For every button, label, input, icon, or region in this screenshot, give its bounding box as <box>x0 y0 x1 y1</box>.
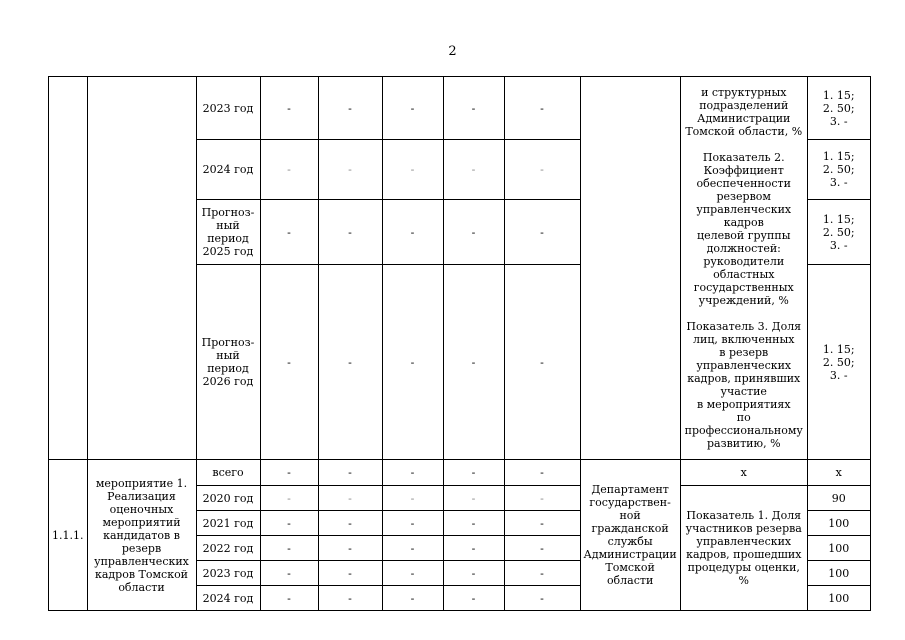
target-cell-text: 1. 15; 2. 50; 3. - <box>822 342 855 382</box>
value-cell <box>443 511 504 536</box>
value-cell <box>504 511 580 536</box>
period-cell <box>196 265 260 460</box>
value-cell-text: - <box>471 566 476 580</box>
target-cell-text: 100 <box>828 516 850 530</box>
period-cell-text: Прогноз- ный период 2025 год <box>201 206 255 258</box>
indicator-cell <box>680 77 807 460</box>
value-cell-text: - <box>348 466 352 479</box>
period-cell-text: 2023 год <box>202 566 254 580</box>
indicator-cell <box>680 460 807 486</box>
value-cell <box>318 460 382 486</box>
target-cell <box>807 77 870 140</box>
value-cell <box>504 265 580 460</box>
value-cell <box>504 140 580 200</box>
target-cell <box>807 486 870 511</box>
period-cell-text: 2020 год <box>202 491 254 505</box>
value-cell <box>318 511 382 536</box>
value-cell-text: - <box>287 541 291 555</box>
value-cell-text: - <box>410 466 415 479</box>
value-cell-text: - <box>348 566 352 580</box>
value-cell-text: - <box>540 566 544 580</box>
value-cell <box>260 77 318 140</box>
value-cell <box>504 586 580 611</box>
value-cell-text: - <box>540 591 544 605</box>
period-cell-text: 2021 год <box>202 516 254 530</box>
number-cell <box>49 77 88 460</box>
value-cell-text: - <box>287 516 291 530</box>
target-cell <box>807 536 870 561</box>
indicator-cell-text: х <box>740 466 747 479</box>
number-cell <box>49 460 88 611</box>
value-cell-text: - <box>410 566 415 580</box>
value-cell-text: - <box>287 225 291 239</box>
table-row <box>49 77 871 140</box>
value-cell-text: - <box>348 541 352 555</box>
table-row <box>49 460 871 486</box>
value-cell <box>443 536 504 561</box>
period-cell-text: 2022 год <box>202 541 254 555</box>
value-cell-text: - <box>471 163 476 176</box>
value-cell-text: - <box>348 491 352 505</box>
value-cell <box>260 561 318 586</box>
value-cell <box>382 586 443 611</box>
value-cell-text: - <box>471 516 476 530</box>
table-body <box>49 77 871 611</box>
value-cell-text: - <box>471 491 476 505</box>
value-cell <box>260 265 318 460</box>
value-cell-text: - <box>287 163 291 176</box>
value-cell <box>443 486 504 511</box>
value-cell <box>318 200 382 265</box>
value-cell <box>318 265 382 460</box>
value-cell-text: - <box>540 225 544 239</box>
name-cell <box>87 77 196 460</box>
value-cell-text: - <box>348 355 352 369</box>
value-cell <box>382 200 443 265</box>
value-cell <box>318 140 382 200</box>
period-cell-text: Прогноз- ный период 2026 год <box>201 336 255 388</box>
value-cell <box>504 77 580 140</box>
indicator-cell-text: Показатель 1. Доля участников резерва управленческих кадров, прошедших процедуры оценки, % <box>685 509 802 587</box>
period-cell <box>196 536 260 561</box>
value-cell-text: - <box>287 491 291 505</box>
value-cell-text: - <box>471 466 476 479</box>
value-cell <box>260 200 318 265</box>
target-cell-text: х <box>835 466 842 479</box>
value-cell <box>443 140 504 200</box>
page-number: 2 <box>448 44 457 59</box>
value-cell-text: - <box>287 355 291 369</box>
value-cell <box>382 265 443 460</box>
value-cell-text: - <box>287 466 291 479</box>
value-cell-text: - <box>540 541 544 555</box>
value-cell-text: - <box>410 491 415 505</box>
value-cell-text: - <box>287 101 291 115</box>
value-cell <box>260 511 318 536</box>
period-cell <box>196 200 260 265</box>
period-cell <box>196 460 260 486</box>
target-cell <box>807 511 870 536</box>
value-cell <box>382 486 443 511</box>
value-cell <box>443 265 504 460</box>
executor-cell <box>580 460 680 611</box>
target-cell <box>807 265 870 460</box>
target-cell <box>807 140 870 200</box>
value-cell-text: - <box>540 466 544 479</box>
period-cell-text: 2023 год <box>202 101 254 115</box>
value-cell <box>443 460 504 486</box>
name-cell <box>87 460 196 611</box>
value-cell <box>260 586 318 611</box>
target-cell <box>807 561 870 586</box>
value-cell-text: - <box>348 591 352 605</box>
executor-cell <box>580 77 680 460</box>
value-cell <box>504 486 580 511</box>
value-cell <box>504 460 580 486</box>
target-cell-text: 1. 15; 2. 50; 3. - <box>822 212 855 252</box>
value-cell-text: - <box>540 516 544 530</box>
value-cell <box>318 536 382 561</box>
value-cell <box>504 536 580 561</box>
value-cell <box>504 561 580 586</box>
value-cell-text: - <box>540 163 544 176</box>
target-cell <box>807 460 870 486</box>
name-cell-text: мероприятие 1. Реализация оценочных мероприятий кандидатов в резерв управленческих кадров Томской области <box>94 476 189 594</box>
value-cell <box>260 486 318 511</box>
value-cell <box>260 460 318 486</box>
value-cell-text: - <box>410 225 415 239</box>
value-cell <box>443 77 504 140</box>
period-cell-text: 2024 год <box>202 163 254 176</box>
value-cell-text: - <box>348 225 352 239</box>
target-cell-text: 1. 15; 2. 50; 3. - <box>822 150 855 189</box>
value-cell-text: - <box>540 355 544 369</box>
period-cell <box>196 140 260 200</box>
period-cell <box>196 586 260 611</box>
value-cell-text: - <box>540 491 544 505</box>
value-cell-text: - <box>287 591 291 605</box>
value-cell <box>382 140 443 200</box>
value-cell <box>260 140 318 200</box>
value-cell-text: - <box>348 516 352 530</box>
value-cell <box>318 586 382 611</box>
value-cell <box>382 77 443 140</box>
number-cell-text: 1.1.1. <box>52 528 84 542</box>
target-cell-text: 1. 15; 2. 50; 3. - <box>822 88 855 128</box>
value-cell <box>443 561 504 586</box>
value-cell <box>382 460 443 486</box>
value-cell <box>504 200 580 265</box>
value-cell <box>318 486 382 511</box>
target-cell-text: 100 <box>828 591 850 605</box>
value-cell-text: - <box>471 541 476 555</box>
target-cell-text: 100 <box>828 566 850 580</box>
period-cell <box>196 77 260 140</box>
value-cell <box>382 561 443 586</box>
value-cell <box>318 77 382 140</box>
value-cell-text: - <box>471 591 476 605</box>
value-cell-text: - <box>348 101 352 115</box>
program-table <box>48 76 871 611</box>
value-cell-text: - <box>540 101 544 115</box>
target-cell-text: 90 <box>831 491 846 505</box>
target-cell <box>807 586 870 611</box>
value-cell <box>260 536 318 561</box>
value-cell-text: - <box>471 101 476 115</box>
target-cell-text: 100 <box>828 541 850 555</box>
value-cell <box>382 511 443 536</box>
indicator-cell <box>680 486 807 611</box>
period-cell <box>196 511 260 536</box>
period-cell-text: 2024 год <box>202 591 254 605</box>
period-cell-text: всего <box>212 466 244 479</box>
indicator-cell-text: и структурных подразделений Администрации Томской области, % Показатель 2. Коэффициент обеспеченности резервом управленческих кадров целевой группы должностей: руководители областных государственных учреждений, % Показатель 3. Доля лиц, включенных в резерв управленческих кадров, принявших участие в мероприятиях по профессиональному развитию, % <box>684 86 803 450</box>
executor-cell-text: Департамент государствен- ной гражданской службы Администрации Томской области <box>583 483 677 587</box>
value-cell-text: - <box>287 566 291 580</box>
target-cell <box>807 200 870 265</box>
value-cell-text: - <box>471 225 476 239</box>
value-cell <box>443 586 504 611</box>
value-cell-text: - <box>410 541 415 555</box>
period-cell <box>196 561 260 586</box>
value-cell-text: - <box>410 163 415 176</box>
value-cell-text: - <box>410 591 415 605</box>
value-cell-text: - <box>410 355 415 369</box>
value-cell <box>382 536 443 561</box>
value-cell-text: - <box>471 355 476 369</box>
period-cell <box>196 486 260 511</box>
value-cell <box>318 561 382 586</box>
value-cell <box>443 200 504 265</box>
value-cell-text: - <box>410 101 415 115</box>
value-cell-text: - <box>410 516 415 530</box>
value-cell-text: - <box>348 163 352 176</box>
